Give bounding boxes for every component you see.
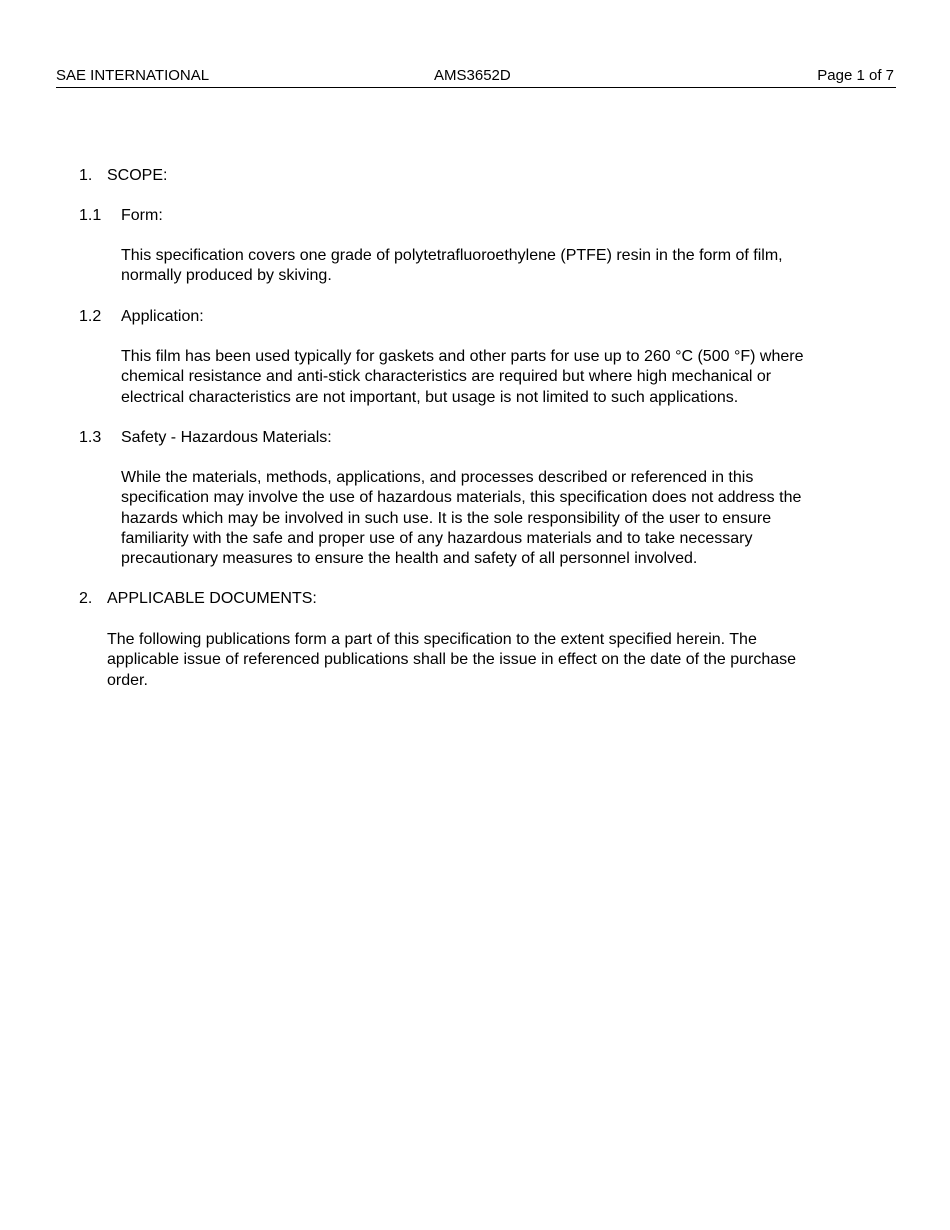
paragraph-line: applicable issue of referenced publications shall be the issue in effect on the date of the purchase bbox=[107, 651, 797, 669]
header-page-indicator: Page 1 of 7 bbox=[817, 67, 894, 84]
section-number: 1. bbox=[79, 167, 93, 184]
paragraph-line: chemical resistance and anti-stick characteristics are required but where high mechanical or bbox=[121, 368, 772, 386]
header-document-number: AMS3652D bbox=[434, 67, 511, 84]
paragraph-line: This film has been used typically for gaskets and other parts for use up to 260 °C (500 °F) where bbox=[121, 348, 804, 365]
paragraph-line: The following publications form a part of this specification to the extent specified herein. The bbox=[107, 631, 757, 648]
paragraph-line: order. bbox=[107, 671, 148, 689]
paragraph-line: While the materials, methods, applications, and processes described or referenced in this bbox=[121, 469, 754, 486]
paragraph-line: electrical characteristics are not important, but usage is not limited to such applications. bbox=[121, 388, 739, 406]
section-title: Form: bbox=[121, 207, 163, 224]
section-title: Safety - Hazardous Materials: bbox=[121, 429, 332, 446]
paragraph-line: specification may involve the use of hazardous materials, this specification does not address the bbox=[121, 489, 802, 507]
section-title: APPLICABLE DOCUMENTS: bbox=[107, 590, 317, 607]
page-header bbox=[56, 66, 896, 88]
section-1-1-body bbox=[121, 246, 783, 287]
section-number: 2. bbox=[79, 590, 93, 607]
section-1-3-body bbox=[121, 468, 801, 569]
section-1-2-body bbox=[121, 347, 803, 408]
header-organization: SAE INTERNATIONAL bbox=[56, 67, 210, 84]
paragraph-line: normally produced by skiving. bbox=[121, 267, 332, 285]
paragraph-line: This specification covers one grade of polytetrafluoroethylene (PTFE) resin in the form of film, bbox=[121, 247, 783, 264]
section-title: SCOPE: bbox=[107, 167, 168, 184]
section-title: Application: bbox=[121, 308, 204, 325]
section-2-body bbox=[107, 630, 796, 691]
paragraph-line: hazards which may be involved in such use. It is the sole responsibility of the user to ensure bbox=[121, 509, 772, 527]
paragraph-line: precautionary measures to ensure the health and safety of all personnel involved. bbox=[121, 550, 698, 568]
section-number: 1.3 bbox=[79, 429, 102, 446]
section-number: 1.2 bbox=[79, 308, 102, 325]
section-number: 1.1 bbox=[79, 207, 102, 224]
paragraph-line: familiarity with the safe and proper use of any hazardous materials and to take necessary bbox=[121, 529, 753, 547]
